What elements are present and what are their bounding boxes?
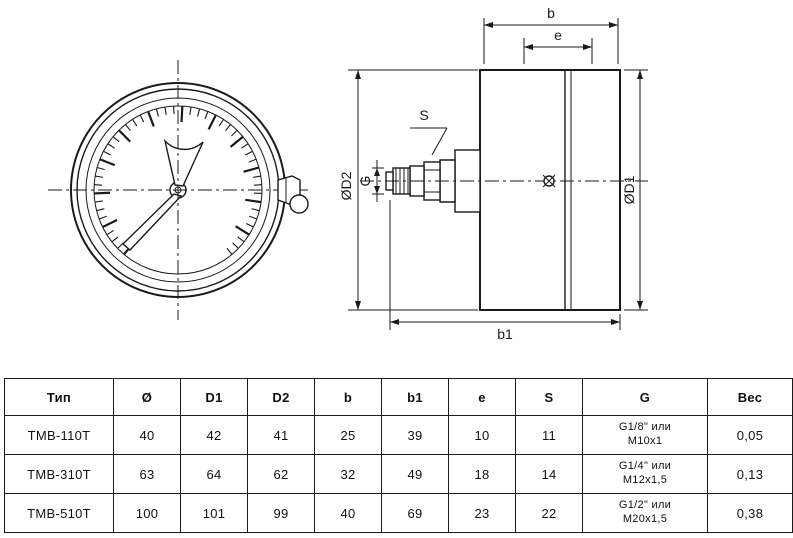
cell-diameter: 63 xyxy=(114,455,181,494)
dimension-b xyxy=(484,5,618,64)
header-s: S xyxy=(516,379,583,416)
cell-g xyxy=(583,416,708,455)
cell-g-line2: M10x1 xyxy=(627,435,663,447)
header-b: b xyxy=(315,379,382,416)
cell-g-line1: G1/8" или xyxy=(618,421,672,434)
label-b1: b1 xyxy=(497,326,513,342)
cell-d1: 101 xyxy=(181,494,248,533)
cell-type: ТМВ-110Т xyxy=(5,416,114,455)
cell-b: 32 xyxy=(315,455,382,494)
cell-d1: 64 xyxy=(181,455,248,494)
cell-diameter: 100 xyxy=(114,494,181,533)
case-side-body xyxy=(480,70,620,310)
cell-type: ТМВ-510Т xyxy=(5,494,114,533)
cell-g xyxy=(583,455,708,494)
table-header-row xyxy=(5,379,793,416)
header-d2: D2 xyxy=(248,379,315,416)
table-row xyxy=(5,455,793,494)
case-center-mark xyxy=(543,175,555,187)
cell-diameter: 40 xyxy=(114,416,181,455)
cell-weight: 0,05 xyxy=(708,416,793,455)
cell-b: 25 xyxy=(315,416,382,455)
label-S: S xyxy=(419,107,429,123)
cell-b1: 49 xyxy=(382,455,449,494)
label-b: b xyxy=(547,5,555,21)
dial-tick-major xyxy=(182,106,183,122)
cell-b1: 69 xyxy=(382,494,449,533)
cell-b: 40 xyxy=(315,494,382,533)
cell-weight: 0,13 xyxy=(708,455,793,494)
cell-g-line2: M20x1,5 xyxy=(622,513,668,525)
label-D1: ØD1 xyxy=(621,175,637,205)
header-d1: D1 xyxy=(181,379,248,416)
dial-tick-minor xyxy=(254,185,262,186)
specification-table xyxy=(4,378,793,533)
front-view-port-circle xyxy=(290,195,308,213)
label-D2: ØD2 xyxy=(338,171,354,201)
cell-s: 14 xyxy=(516,455,583,494)
dimension-D1 xyxy=(621,70,648,310)
cell-type: ТМВ-310Т xyxy=(5,455,114,494)
header-type: Тип xyxy=(5,379,114,416)
dimension-leader-S xyxy=(410,107,447,155)
header-g: G xyxy=(583,379,708,416)
pressure-gauge-front-view xyxy=(48,60,308,320)
cell-g-line1: G1/2" или xyxy=(618,499,672,512)
cell-d2: 41 xyxy=(248,416,315,455)
cell-d2: 99 xyxy=(248,494,315,533)
table-row xyxy=(5,416,793,455)
cell-s: 11 xyxy=(516,416,583,455)
label-e: e xyxy=(554,27,562,43)
dial-tick-major xyxy=(94,193,110,194)
cell-g-line1: G1/4" или xyxy=(618,460,672,473)
header-weight: Вес xyxy=(708,379,793,416)
dial-tick-minor xyxy=(94,185,102,186)
label-G: G xyxy=(357,175,373,187)
cell-weight: 0,38 xyxy=(708,494,793,533)
cell-g-line2: M12x1,5 xyxy=(622,474,668,486)
header-b1: b1 xyxy=(382,379,449,416)
table-row xyxy=(5,494,793,533)
dimension-e xyxy=(524,27,592,64)
cell-s: 22 xyxy=(516,494,583,533)
cell-d1: 42 xyxy=(181,416,248,455)
cell-g xyxy=(583,494,708,533)
cell-e: 23 xyxy=(449,494,516,533)
cell-e: 10 xyxy=(449,416,516,455)
cell-b1: 39 xyxy=(382,416,449,455)
cell-d2: 62 xyxy=(248,455,315,494)
header-diameter: Ø xyxy=(114,379,181,416)
cell-e: 18 xyxy=(449,455,516,494)
pressure-gauge-side-view xyxy=(338,5,648,342)
header-e: e xyxy=(449,379,516,416)
